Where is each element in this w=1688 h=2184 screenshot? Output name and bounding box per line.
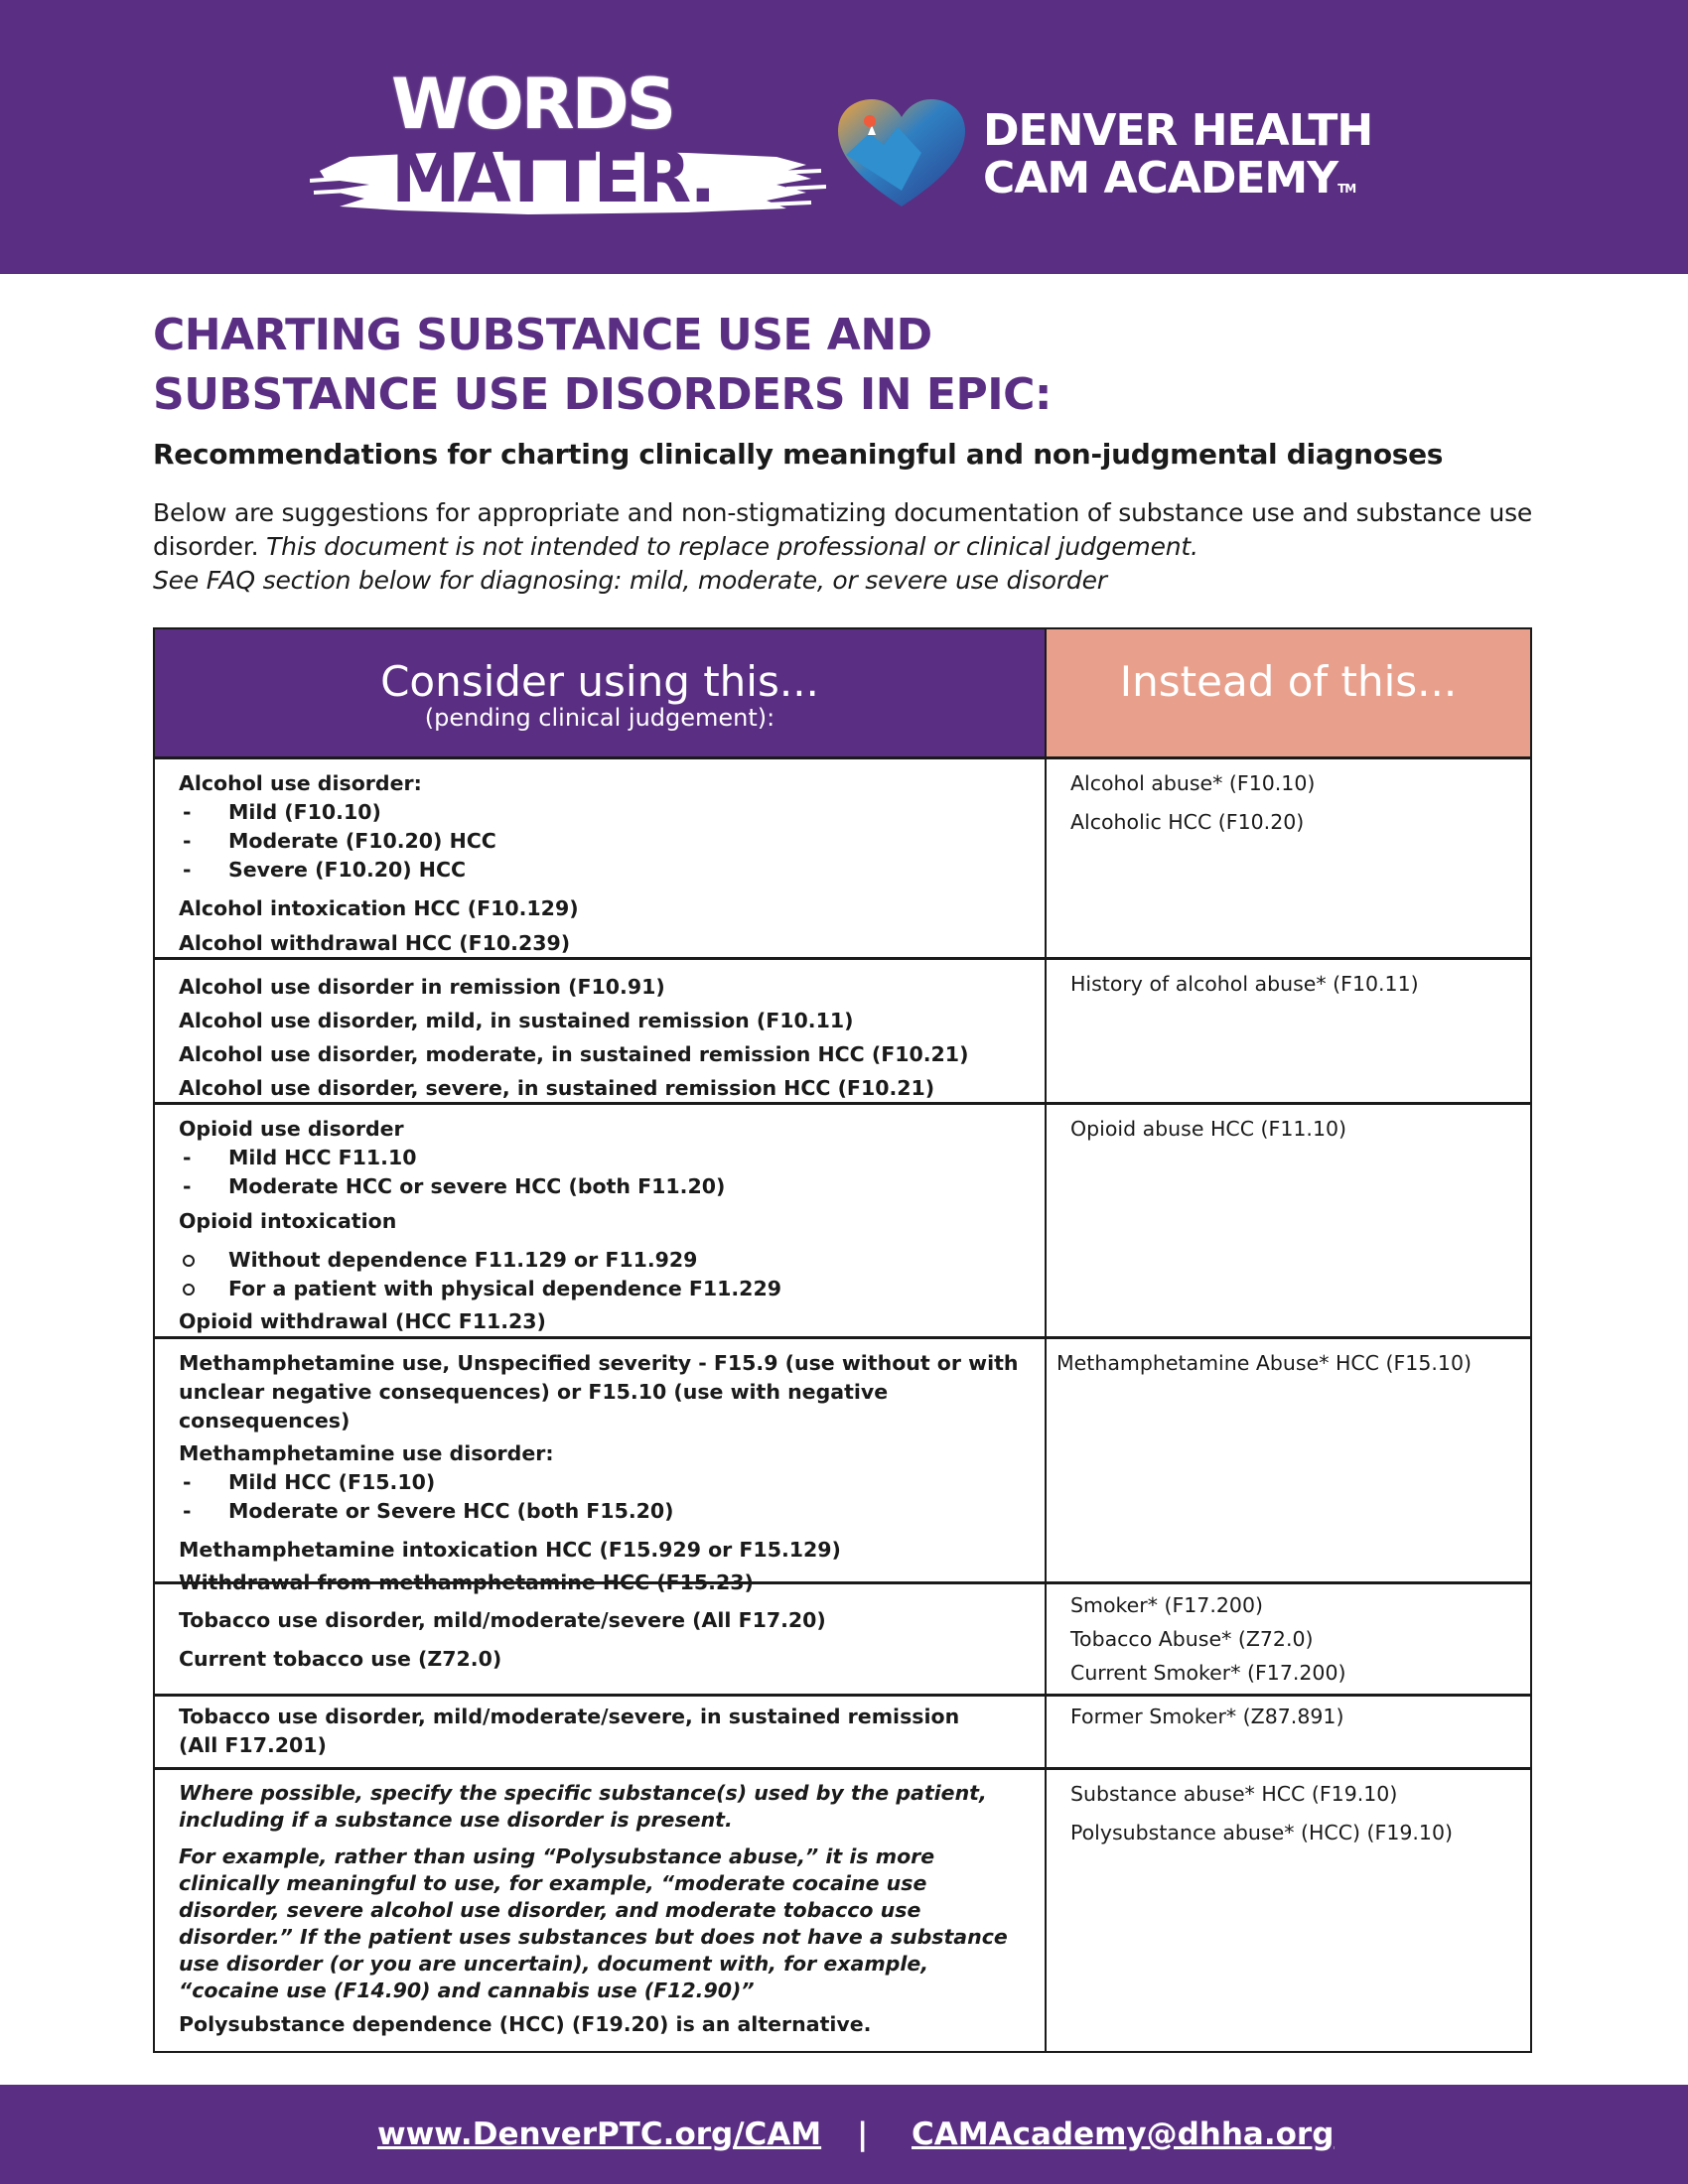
org-name-line2: CAM ACADEMYTM — [983, 153, 1356, 204]
instead-cell — [1047, 1105, 1530, 1336]
header-consider-label: Consider using this... — [380, 657, 819, 706]
website-link[interactable]: www.DenverPTC.org/CAM — [377, 2116, 822, 2152]
table-row — [155, 756, 1530, 957]
header-consider — [155, 629, 1047, 756]
circle-bullet-icon — [183, 1284, 195, 1296]
consider-cell — [155, 1770, 1047, 2051]
cell-text: Former Smoker* (Z87.891) — [1070, 1705, 1344, 1728]
table-row — [155, 1102, 1530, 1336]
cell-text: Current Smoker* (F17.200) — [1070, 1661, 1346, 1685]
cell-text: Alcohol use disorder: — [179, 771, 422, 795]
header-consider-sub: (pending clinical judgement): — [424, 704, 775, 732]
cell-text: Smoker* (F17.200) — [1070, 1593, 1263, 1617]
intro-paragraph — [153, 496, 1563, 598]
consider-cell — [155, 960, 1047, 1102]
list-item: Without dependence F11.129 or F11.929 — [179, 1246, 1025, 1275]
intro-disclaimer: This document is not intended to replace professional or clinical judgement. — [266, 532, 1198, 561]
cell-text: Alcoholic HCC (F10.20) — [1070, 810, 1305, 834]
cell-text: Alcohol intoxication HCC (F10.129) — [179, 896, 579, 920]
table-row — [155, 1581, 1530, 1694]
org-name — [983, 107, 1372, 212]
table-row — [155, 1694, 1530, 1767]
list-item: - Mild HCC F11.10 — [183, 1146, 417, 1169]
cell-text: Tobacco use disorder, mild/moderate/severe, in sustained remission (All F17.201) — [179, 1705, 960, 1757]
cell-text: Current tobacco use (Z72.0) — [179, 1647, 502, 1671]
consider-cell — [155, 1697, 1047, 1767]
list-item: - Moderate or Severe HCC (both F15.20) — [183, 1499, 674, 1523]
list-item: - Severe (F10.20) HCC — [183, 858, 467, 882]
instead-cell — [1047, 759, 1530, 957]
footer-separator: | — [857, 2116, 869, 2152]
instead-cell — [1047, 1339, 1530, 1581]
cell-text: Methamphetamine use, Unspecified severity - F15.9 (use without or with unclear negative consequences) or F15.10 (use with negative consequences) — [179, 1351, 1019, 1433]
consider-cell — [155, 1584, 1047, 1694]
consider-cell — [155, 1339, 1047, 1594]
instead-cell — [1047, 1584, 1530, 1694]
instead-cell — [1047, 960, 1530, 1102]
table-row — [155, 1336, 1530, 1594]
cell-text: Opioid use disorder — [179, 1117, 404, 1141]
table-row — [155, 957, 1530, 1102]
footer-banner — [0, 2085, 1688, 2184]
cell-text: Substance abuse* HCC (F19.10) — [1070, 1782, 1398, 1806]
table-row — [155, 1767, 1530, 2051]
org-name-line1: DENVER HEALTH — [983, 105, 1373, 156]
cell-text: Alcohol use disorder, severe, in sustained remission HCC (F10.21) — [179, 1076, 935, 1100]
page-subtitle: Recommendations for charting clinically meaningful and non-judgmental diagnoses — [153, 438, 1444, 471]
list-item: - Mild HCC (F15.10) — [183, 1470, 436, 1494]
list-item: - Moderate HCC or severe HCC (both F11.20) — [183, 1174, 726, 1198]
intro-text: Below are suggestions for appropriate and non-stigmatizing documentation of substance use and substance use disorder. — [153, 498, 1533, 561]
cell-text: Withdrawal from methamphetamine HCC (F15.23) — [179, 1570, 754, 1594]
cell-text: Tobacco use disorder, mild/moderate/severe (All F17.20) — [179, 1608, 826, 1632]
cell-text: Alcohol abuse* (F10.10) — [1070, 771, 1316, 795]
cell-text: Alcohol use disorder in remission (F10.91) — [179, 975, 665, 999]
cell-text: Tobacco Abuse* (Z72.0) — [1070, 1627, 1314, 1651]
cell-text: Methamphetamine Abuse* HCC (F15.10) — [1056, 1351, 1472, 1375]
cell-text: Where possible, specify the specific substance(s) used by the patient, including if a substance use disorder is present. — [179, 1781, 987, 1832]
list-item: - Mild (F10.10) — [183, 800, 381, 824]
cell-text: Alcohol withdrawal HCC (F10.239) — [179, 931, 571, 955]
cell-text: History of alcohol abuse* (F10.11) — [1070, 972, 1419, 996]
instead-cell — [1047, 1770, 1530, 2051]
list-item: For a patient with physical dependence F11.229 — [179, 1275, 1025, 1303]
page-title — [153, 306, 1543, 425]
cell-text: Polysubstance dependence (HCC) (F19.20) is an alternative. — [179, 2012, 872, 2036]
cell-text: Methamphetamine intoxication HCC (F15.929 or F15.129) — [179, 1538, 841, 1562]
words-text: WORDS — [391, 64, 674, 145]
circle-bullet-icon — [183, 1255, 195, 1267]
cell-text: Polysubstance abuse* (HCC) (F19.10) — [1070, 1821, 1454, 1844]
header-instead: Instead of this... — [1047, 629, 1530, 756]
cell-text: Alcohol use disorder, mild, in sustained remission (F10.11) — [179, 1009, 854, 1032]
email-link[interactable]: CAMAcademy@dhha.org — [912, 2116, 1335, 2152]
consider-cell — [155, 1105, 1047, 1336]
cell-text: Opioid intoxication — [179, 1209, 397, 1233]
recommendation-table — [153, 627, 1532, 2053]
cell-text: Alcohol use disorder, moderate, in sustained remission HCC (F10.21) — [179, 1042, 969, 1066]
list-item: - Moderate (F10.20) HCC — [183, 829, 496, 853]
title-line-2: SUBSTANCE USE DISORDERS IN EPIC: — [153, 369, 1052, 420]
cell-text: Opioid abuse HCC (F11.10) — [1070, 1117, 1347, 1141]
consider-cell — [155, 759, 1047, 957]
words-matter-logo — [310, 62, 826, 230]
table-header — [155, 629, 1530, 756]
instead-cell — [1047, 1697, 1530, 1767]
intro-faq-note: See FAQ section below for diagnosing: mild, moderate, or severe use disorder — [153, 566, 1107, 595]
matter-text: MATTER. — [391, 137, 714, 218]
cell-text: Opioid withdrawal (HCC F11.23) — [179, 1309, 546, 1333]
heart-mountain-logo-icon — [832, 95, 971, 212]
cell-text: Methamphetamine use disorder: — [179, 1441, 554, 1465]
cell-text: For example, rather than using “Polysubstance abuse,” it is more clinically meaningful to use, for example, “moderate cocaine use disorder, severe alcohol use disorder, and moderate tobacco use disorder.” If the patient uses substances but does not have a substance use disorder (or you are uncertain), document with, for example, “cocaine use (F14.90) and cannabis use (F12.90)” — [179, 1844, 1008, 2002]
trademark-mark: TM — [1337, 182, 1356, 196]
title-line-1: CHARTING SUBSTANCE USE AND — [153, 310, 932, 360]
header-banner — [0, 0, 1688, 274]
